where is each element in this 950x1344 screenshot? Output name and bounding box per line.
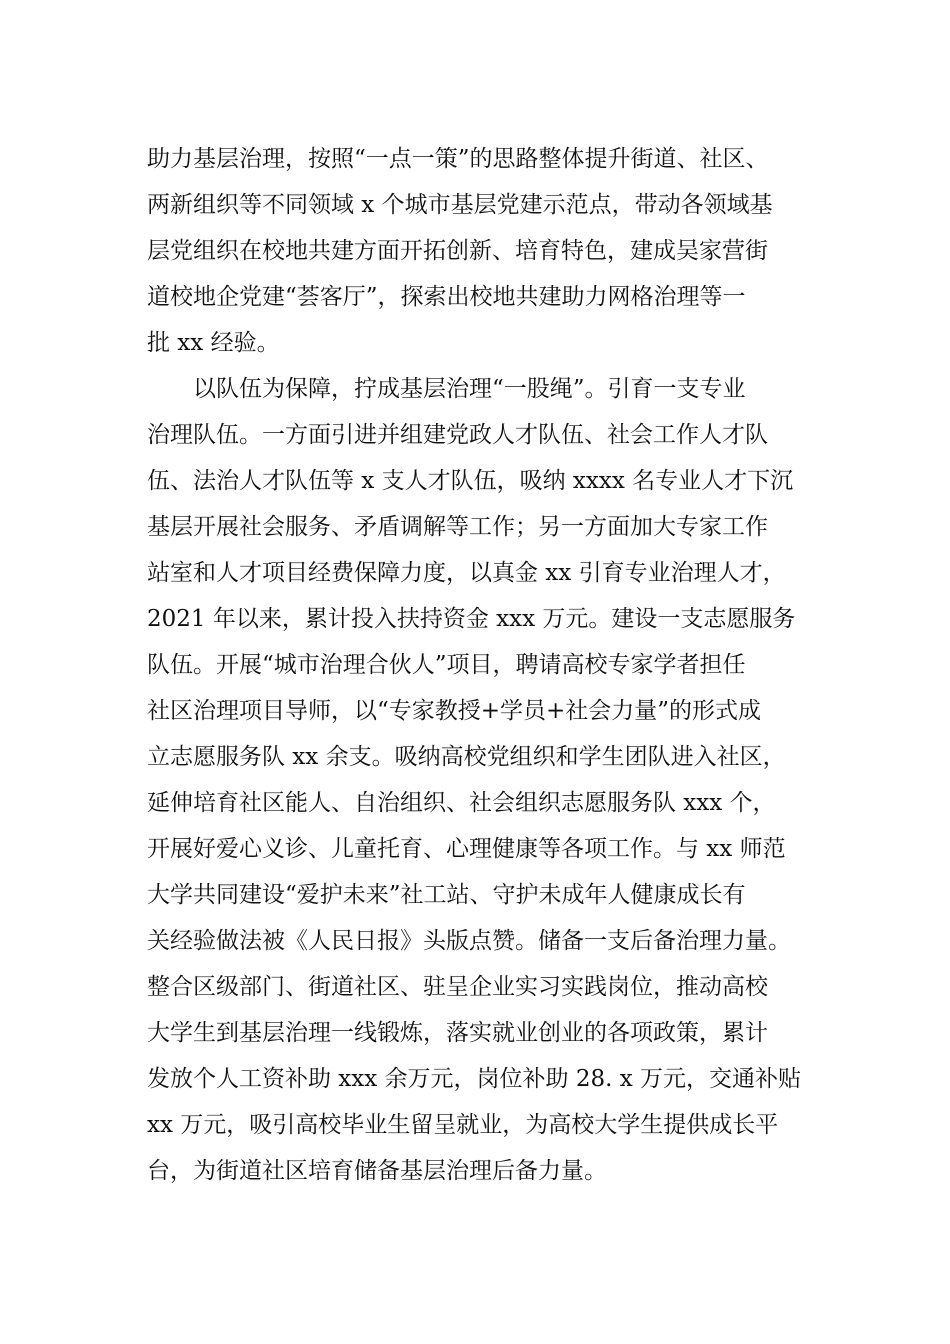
text-line: 两新组织等不同领域 x 个城市基层党建示范点，带动各领域基 [147, 192, 773, 218]
text-line: 台，为街道社区培育储备基层治理后备力量。 [147, 1158, 607, 1184]
text-line: 发放个人工资补助 xxx 余万元，岗位补助 28. x 万元，交通补贴 [147, 1066, 802, 1092]
text-line: 伍、法治人才队伍等 x 支人才队伍，吸纳 xxxx 名专业人才下沉 [147, 468, 794, 494]
text-line: 队伍。开展“城市治理合伙人”项目，聘请高校专家学者担任 [147, 652, 746, 678]
text-line: xx 万元，吸引高校毕业生留呈就业，为高校大学生提供成长平 [147, 1112, 779, 1138]
text-line: 关经验做法被《人民日报》头版点赞。储备一支后备治理力量。 [147, 928, 791, 954]
text-line: 基层开展社会服务、矛盾调解等工作；另一方面加大专家工作 [147, 514, 768, 540]
text-line: 批 xx 经验。 [147, 330, 280, 356]
text-line: 开展好爱心义诊、儿童托育、心理健康等各项工作。与 xx 师范 [147, 836, 786, 862]
text-line: 治理队伍。一方面引进并组建党政人才队伍、社会工作人才队 [147, 422, 768, 448]
text-line: 助力基层治理，按照“一点一策”的思路整体提升街道、社区、 [147, 146, 769, 172]
text-line: 道校地企党建“荟客厅”，探索出校地共建助力网格治理等一 [147, 284, 746, 310]
text-line: 大学共同建设“爱护未来”社工站、守护未成年人健康成长有 [147, 882, 746, 908]
text-line: 整合区级部门、街道社区、驻呈企业实习实践岗位，推动高校 [147, 974, 768, 1000]
text-line: 以队伍为保障，拧成基层治理“一股绳”。引育一支专业 [147, 376, 746, 402]
text-line: 2021 年以来，累计投入扶持资金 xxx 万元。建设一支志愿服务 [147, 606, 796, 632]
body-text [147, 136, 847, 1194]
text-line: 社区治理项目导师，以“专家教授+学员+社会力量”的形式成 [147, 698, 762, 724]
text-line: 站室和人才项目经费保障力度，以真金 xx 引育专业治理人才， [147, 560, 786, 586]
text-line: 立志愿服务队 xx 余支。吸纳高校党组织和学生团队进入社区， [147, 744, 786, 770]
text-line: 层党组织在校地共建方面开拓创新、培育特色，建成吴家营街 [147, 238, 768, 264]
text-line: 延伸培育社区能人、自治组织、社会组织志愿服务队 xxx 个， [147, 790, 776, 816]
text-line: 大学生到基层治理一线锻炼，落实就业创业的各项政策，累计 [147, 1020, 768, 1046]
